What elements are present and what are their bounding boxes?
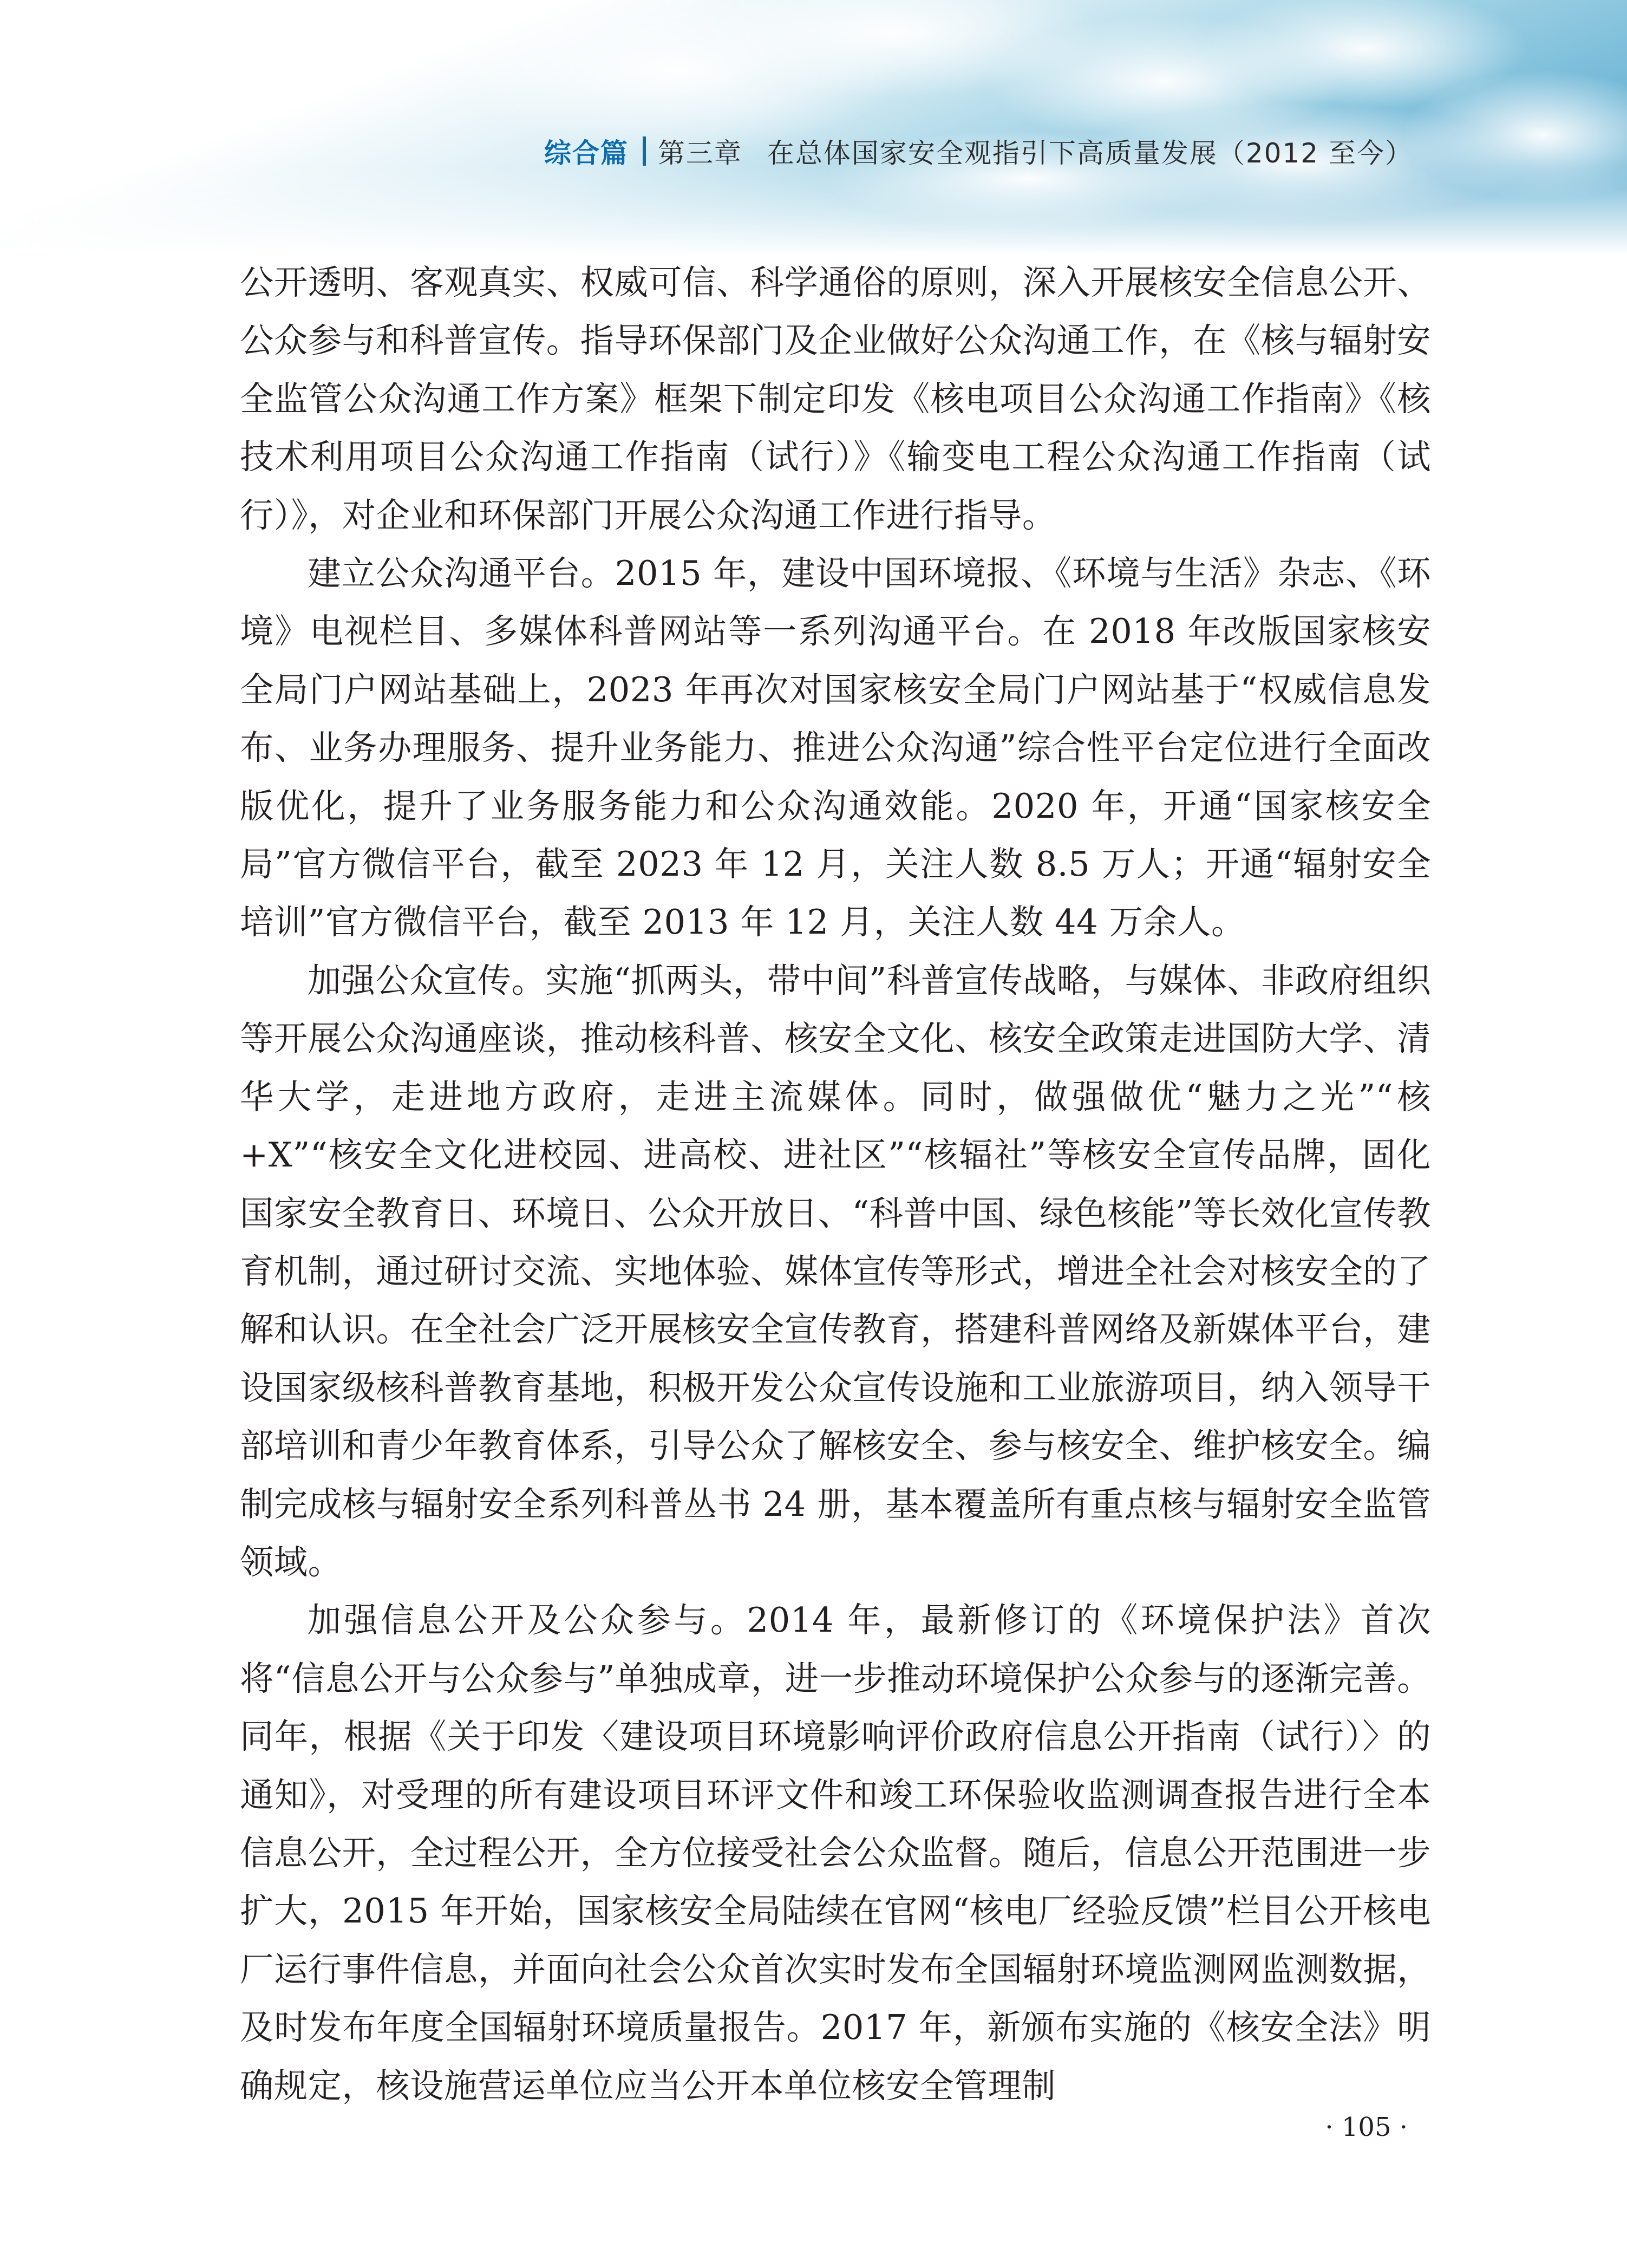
paragraph: 公开透明、客观真实、权威可信、科学通俗的原则，深入开展核安全信息公开、公众参与和科普宣传。指导环保部门及企业做好公众沟通工作，在《核与辐射安全监管公众沟通工作方案》框架下制定印发《核电项目公众沟通工作指南》《核技术利用项目公众沟通工作指南（试行）》《输变电工程公众沟通工作指南（试行）》，对企业和环保部门开展公众沟通工作进行指导。 [240,263,1431,535]
chapter-title: 在总体国家安全观指引下高质量发展（2012 至今） [767,138,1413,169]
sky-cloud-banner [0,0,1627,255]
section-name: 综合篇 [544,138,629,169]
paragraph: 加强公众宣传。实施“抓两头，带中间”科普宣传战略，与媒体、非政府组织等开展公众沟通座谈，推动核科普、核安全文化、核安全政策走进国防大学、清华大学，走进地方政府，走进主流媒体。同时，做强做优“魅力之光”“核+X”“核安全文化进校园、进高校、进社区”“核辐社”等核安全宣传品牌，固化国家安全教育日、环境日、公众开放日、“科普中国、绿色核能”等长效化宣传教育机制，通过研讨交流、实地体验、媒体宣传等形式，增进全社会对核安全的了解和认识。在全社会广泛开展核安全宣传教育，搭建科普网络及新媒体平台，建设国家级核科普教育基地，积极开发公众宣传设施和工业旅游项目，纳入领导干部培训和青少年教育体系，引导公众了解核安全、参与核安全、维护核安全。编制完成核与辐射安全系列科普丛书 24 册，基本覆盖所有重点核与辐射安全监管领域。 [240,960,1431,1582]
body-text [240,253,1431,2115]
paragraph: 加强信息公开及公众参与。2014 年，最新修订的《环境保护法》首次将“信息公开与公众参与”单独成章，进一步推动环境保护公众参与的逐渐完善。同年，根据《关于印发〈建设项目环境影响评价政府信息公开指南（试行）〉的通知》，对受理的所有建设项目环评文件和竣工环保验收监测调查报告进行全本信息公开，全过程公开，全方位接受社会公众监督。随后，信息公开范围进一步扩大，2015 年开始，国家核安全局陆续在官网“核电厂经验反馈”栏目公开核电厂运行事件信息，并面向社会公众首次实时发布全国辐射环境监测网监测数据，及时发布年度全国辐射环境质量报告。2017 年，新颁布实施的《核安全法》明确规定，核设施营运单位应当公开本单位核安全管理制 [240,1600,1431,2106]
chapter-label: 第三章 [657,138,742,169]
page-number: · 105 · [1325,2112,1408,2142]
header-divider [643,136,646,166]
paragraph: 建立公众沟通平台。2015 年，建设中国环境报、《环境与生活》杂志、《环境》电视栏目、多媒体科普网站等一系列沟通平台。在 2018 年改版国家核安全局门户网站基础上，2023 年再次对国家核安全局门户网站基于“权威信息发布、业务办理服务、提升业务能力、推进公众沟通”综合性平台定位进行全面改版优化，提升了业务服务能力和公众沟通效能。2020 年，开通“国家核安全局”官方微信平台，截至 2023 年 12 月，关注人数 8.5 万人；开通“辐射安全培训”官方微信平台，截至 2013 年 12 月，关注人数 44 万余人。 [240,553,1431,942]
running-header [544,132,1413,171]
